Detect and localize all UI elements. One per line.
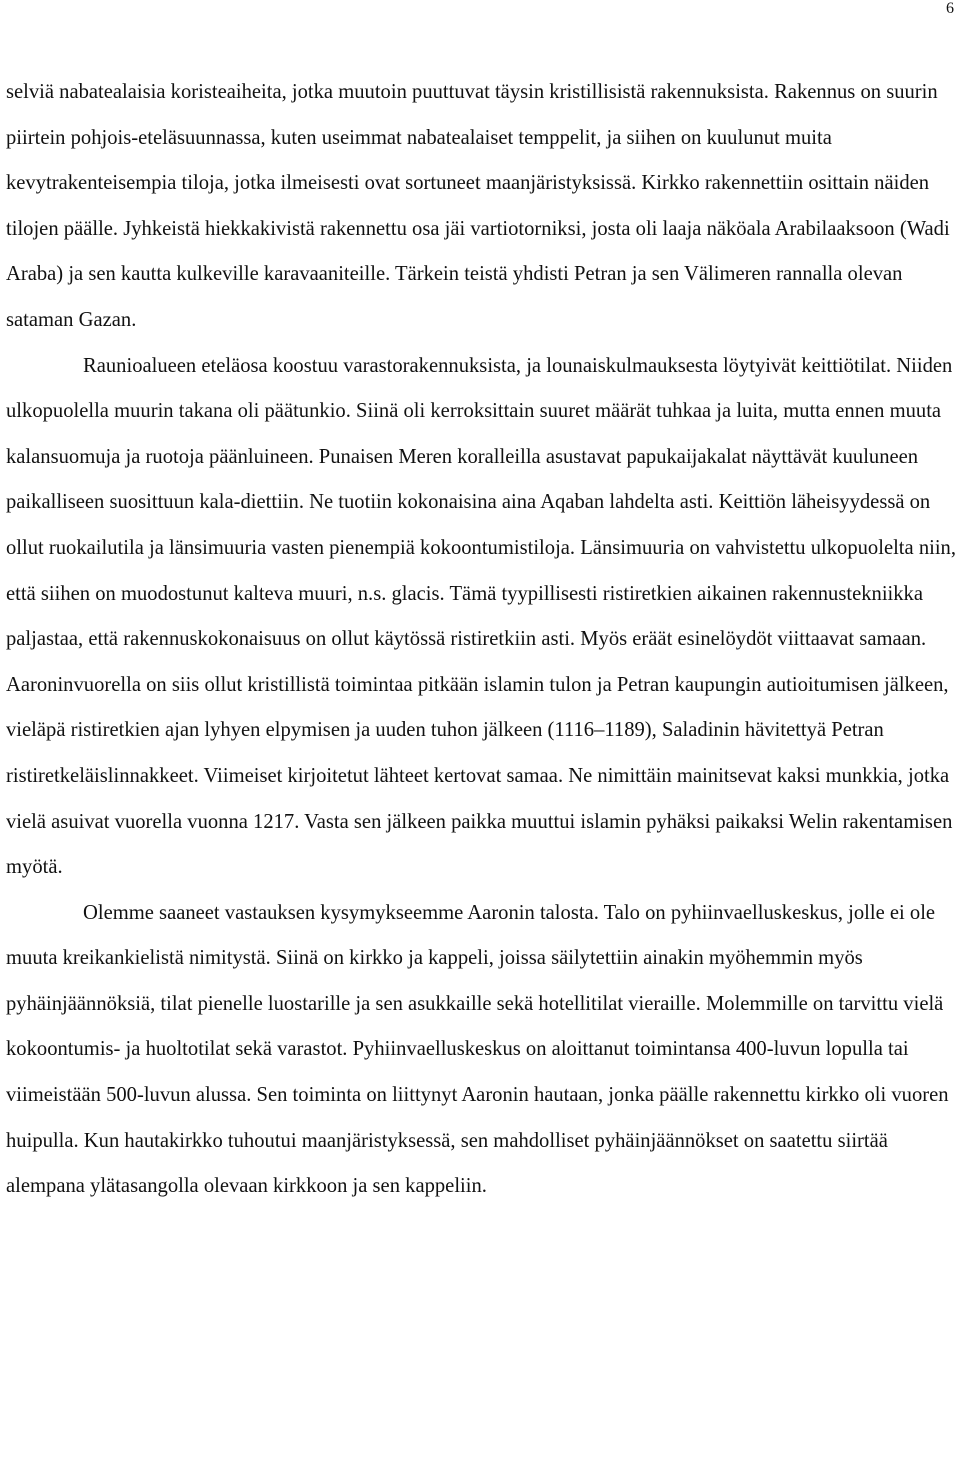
document-body (6, 70, 956, 1210)
paragraph-continued: selviä nabatealaisia koristeaiheita, jotka muutoin puuttuvat täysin kristillisistä rakennuksista. Rakennus on suurin piirtein pohjois-eteläsuunnassa, kuten useimmat nabatealaiset temppelit, ja siihen on kuulunut muita kevytrakenteisempia tiloja, jotka ilmeisesti ovat sortuneet maanjäristyksissä. Kirkko rakennettiin osittain näiden tilojen päälle. Jyhkeistä hiekkakivistä rakennettu osa jäi vartiotorniksi, josta oli laaja näköala Arabilaaksoon (Wadi Araba) ja sen kautta kulkeville karavaaniteille. Tärkein teistä yhdisti Petran ja sen Välimeren rannalla olevan sataman Gazan. (6, 81, 950, 331)
paragraph-south-section: Raunioalueen eteläosa koostuu varastorakennuksista, ja lounaiskulmauksesta löytyivät keittiötilat. Niiden ulkopuolella muurin takana oli päätunkio. Siinä oli kerroksittain suuret määrät tuhkaa ja luita, mutta ennen muuta kalansuomuja ja ruotoja päänluineen. Punaisen Meren koralleilla asustavat papukaijakalat näyttävät kuuluneen paikalliseen suosittuun kala-diettiin. Ne tuotiin kokonaisina aina Aqaban lahdelta asti. Keittiön läheisyydessä on ollut ruokailutila ja länsimuuria vasten pienempiä kokoontumistiloja. Länsimuuria on vahvistettu ulkopuolelta niin, että siihen on muodostunut kalteva muuri, n.s. glacis. Tämä tyypillisesti ristiretkien aikainen rakennustekniikka paljastaa, että rakennuskokonaisuus on ollut käytössä ristiretkiin asti. Myös eräät esinelöydöt viittaavat samaan. Aaroninvuorella on siis ollut kristillistä toimintaa pitkään islamin tulon ja Petran kaupungin autioitumisen jälkeen, vieläpä ristiretkien ajan lyhyen elpymisen ja uuden tuhon jälkeen (1116–1189), Saladinin hävitettyä Petran ristiretkeläislinnakkeet. Viimeiset kirjoitetut lähteet kertovat samaa. Ne nimittäin mainitsevat kaksi munkkia, jotka vielä asuivat vuorella vuonna 1217. Vasta sen jälkeen paikka muuttui islamin pyhäksi paikaksi Welin rakentamisen myötä. (6, 354, 957, 879)
paragraph-aaron-house: Olemme saaneet vastauksen kysymykseemme Aaronin talosta. Talo on pyhiinvaelluskeskus, jolle ei ole muuta kreikankielistä nimitystä. Siinä on kirkko ja kappeli, joissa säilytettiin ainakin myöhemmin myös pyhäinjäännöksiä, tilat pienelle luostarille ja sen asukkaille sekä hotellitilat vieraille. Molemmille on tarvittu vielä kokoontumis- ja huoltotilat sekä varastot. Pyhiinvaelluskeskus on aloittanut toimintansa 400-luvun lopulla tai viimeistään 500-luvun alussa. Sen toiminta on liittynyt Aaronin hautaan, jonka päälle rakennettu kirkko oli vuoren huipulla. Kun hautakirkko tuhoutui maanjäristyksessä, sen mahdolliset pyhäinjäännökset on saatettu siirtää alempana ylätasangolla olevaan kirkkoon ja sen kappeliin. (6, 901, 949, 1198)
page-number: 6 (946, 0, 954, 17)
